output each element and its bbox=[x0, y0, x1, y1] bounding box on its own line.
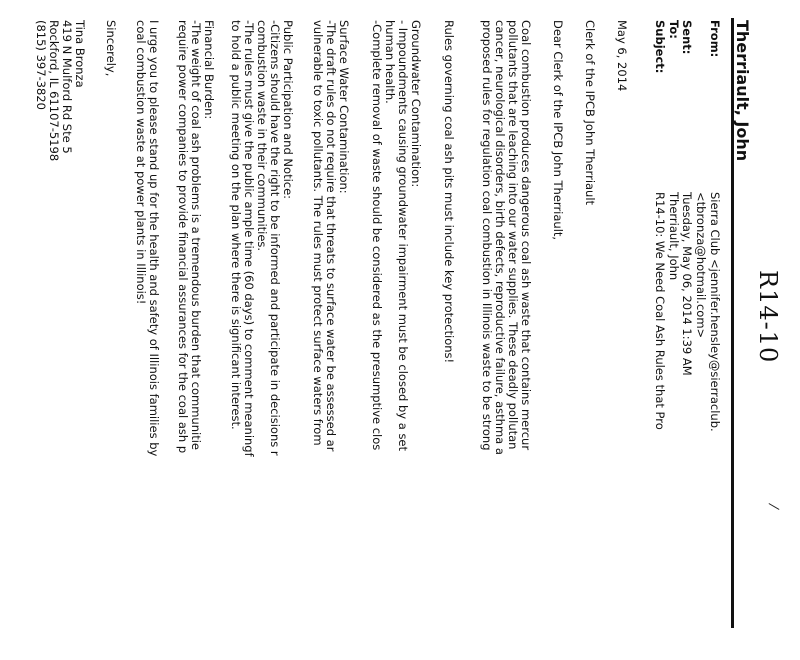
letter-intro-paragraph: Coal combustion produces dangerous coal ash waste that contains mercur pollutants that are leaching into our water supplies. These deadly pollutan cancer, neurological disorders, birth defects, reproductive failure, asthma a proposed rules for regulation coal combustion in Illinois waste to be strong bbox=[480, 20, 533, 455]
meta-subject-value: R14-10: We Need Coal Ash Rules that Pro bbox=[653, 192, 667, 430]
meta-from-email-value: <tbronza@hotmail.com> bbox=[694, 192, 708, 339]
letter-date: May 6, 2014 bbox=[615, 20, 629, 92]
header-rule bbox=[731, 18, 734, 628]
letter-key-line: Rules governing coal ash pits must include key protections! bbox=[442, 20, 456, 364]
letter-signoff: Sincerely, bbox=[104, 20, 118, 77]
meta-subject-label: Subject: bbox=[653, 20, 667, 74]
meta-from-label: From: bbox=[708, 20, 722, 58]
meta-sent-label: Sent: bbox=[680, 20, 694, 55]
signature-block: Tina Bronza 419 N Mulford Rd Ste 5 Rockford, IL 61107-5198 (815) 397-3820 bbox=[34, 20, 87, 162]
section-public-participation: Public Participation and Notice: -Citizens should have the right to be informed and participate in decisions r combustion waste in their communities. -The rules must give the public ample time (60 days) to comment meaningf to hold a public meeting on the plan where there is significant interest. bbox=[229, 20, 295, 457]
section-groundwater: Groundwater Contamination: - Impoundments causing groundwater impairment must be closed by a set human health. -Complete removal of waste should be considered as the presumptive clos bbox=[370, 20, 423, 452]
letter-salutation: Dear Clerk of the IPCB John Therriault, bbox=[551, 20, 565, 241]
meta-sent-value: Tuesday, May 06, 2014 1:39 AM bbox=[680, 192, 694, 376]
section-surface-water: Surface Water Contamination: -The draft rules do not require that threats to surface water be assessed ar vulnerable to toxic pollutants. The rules must protect surface waters from bbox=[311, 20, 351, 452]
letter-recipient: Clerk of the IPCB John Therriault bbox=[583, 20, 597, 206]
meta-from-value: Sierra Club <jennifer.hensley@sierraclub. bbox=[708, 192, 722, 432]
document-id: R14-10 bbox=[754, 270, 782, 364]
section-financial-burden: Financial Burden: -The weight of coal ash problems is a tremendous burden that communitie require power companies to provide financial assurances for the coal ash p bbox=[176, 20, 216, 454]
pen-mark bbox=[769, 503, 780, 510]
meta-to-label: To: bbox=[667, 20, 681, 39]
closing-paragraph: I urge you to please stand up for the health and safety of Illinois families by coal combustion waste at power plants in Illinois! bbox=[134, 20, 161, 457]
meta-to-value: Therriault, John bbox=[667, 192, 681, 281]
header-name: Therriault, John bbox=[733, 20, 752, 162]
